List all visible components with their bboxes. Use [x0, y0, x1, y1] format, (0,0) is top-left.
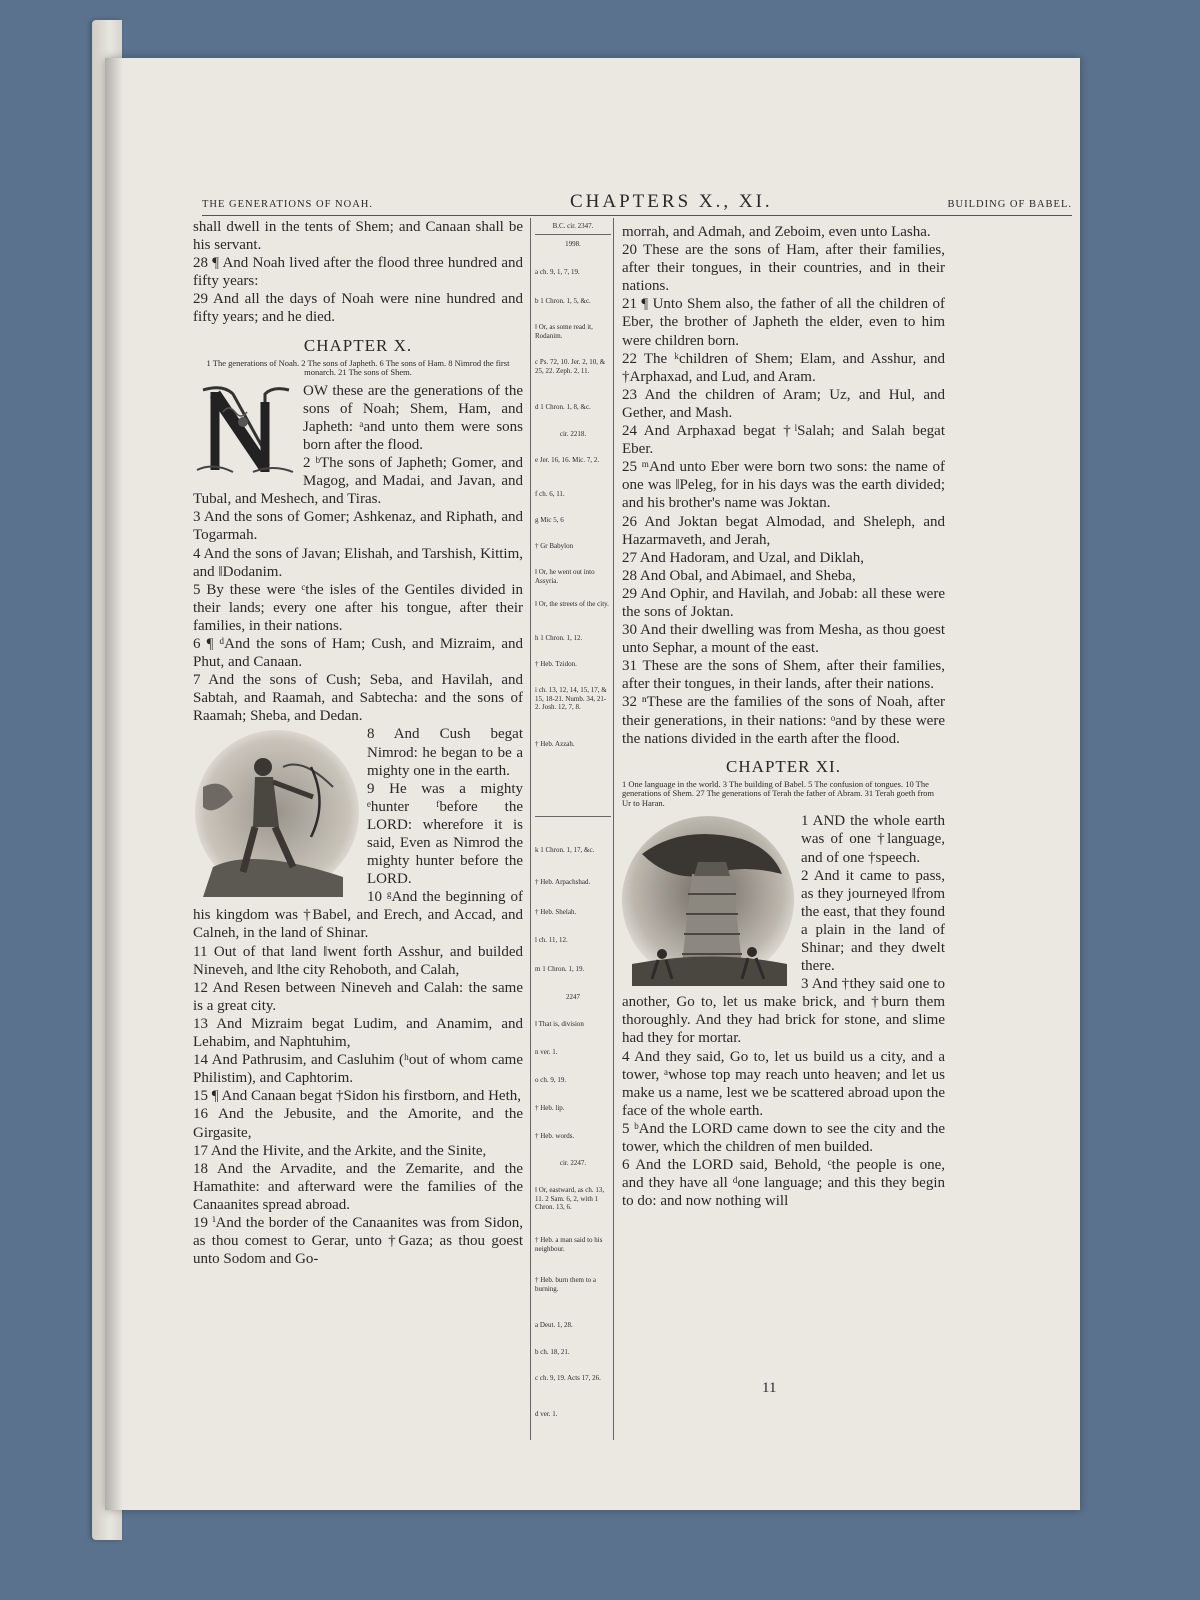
margin-note: l ch. 11, 12.: [535, 936, 568, 944]
page-number: 11: [762, 1380, 777, 1396]
header-center: CHAPTERS X., XI.: [570, 191, 773, 212]
header-right: BUILDING OF BABEL.: [947, 199, 1072, 210]
verse: 22 The ᵏchildren of Shem; Elam, and Asshur, and †Arphaxad, and Lud, and Aram.: [622, 350, 945, 385]
margin-note: ‖ Or, as some read it, Rodanim.: [535, 323, 593, 340]
verse: 20 These are the sons of Ham, after their families, after their tongues, in their countries, and in their nations.: [622, 242, 945, 295]
verse: 27 And Hadoram, and Uzal, and Diklah,: [622, 549, 865, 566]
margin-note: n ver. 1.: [535, 1048, 558, 1056]
margin-rule: [535, 816, 611, 817]
verse: 1 AND the whole earth was of one †language, and of one †speech.: [801, 813, 945, 866]
margin-note: † Gr Babylon: [535, 542, 574, 550]
verse: 15 ¶ And Canaan begat †Sidon his firstborn, and Heth,: [193, 1088, 522, 1105]
page-gutter-shadow: [105, 58, 123, 1510]
verse: 32 ⁿThese are the families of the sons of Noah, after their generations, in their nations: ᵒand by these were the nations divided in the earth after the flood.: [622, 694, 945, 747]
margin-note: cir. 2218.: [559, 430, 587, 438]
verse: OW these are the generations of the sons of Noah; Shem, Ham, and Japheth: ᵃand unto them were sons born after the flood.: [303, 382, 523, 453]
verse: 18 And the Arvadite, and the Zemarite, and the Hamathite: and afterward were the families of the Canaanites spread abroad.: [193, 1160, 523, 1213]
margin-note: g Mic 5, 6: [535, 516, 564, 524]
verse: 23 And the children of Aram; Uz, and Hul, and Gether, and Mash.: [622, 386, 945, 421]
verse: 9 He was a mighty ᵉhunter ᶠbefore the LORD: wherefore it is said, Even as Nimrod the mighty hunter before the LORD.: [367, 780, 523, 888]
margin-note: k 1 Chron. 1, 17, &c.: [535, 846, 595, 854]
verse: 26 And Joktan begat Almodad, and Sheleph, and Hazarmaveth, and Jerah,: [622, 513, 945, 548]
drop-cap-illustration: [193, 382, 297, 478]
verse: 3 And the sons of Gomer; Ashkenaz, and Riphath, and Togarmah.: [193, 509, 523, 544]
margin-note: d ver. 1.: [535, 1410, 558, 1418]
verse: 13 And Mizraim begat Ludim, and Anamim, and Lehabim, and Naphtuhim,: [193, 1015, 523, 1051]
verse: 25 ᵐAnd unto Eber were born two sons: the name of one was ‖Peleg, for in his days was the earth divided; and his brother's name was Joktan.: [622, 459, 945, 512]
verse: 28 And Obal, and Abimael, and Sheba,: [622, 567, 856, 584]
tower-of-babel-engraving: [622, 814, 795, 986]
margin-rule: [535, 234, 611, 235]
right-column: [622, 223, 945, 1210]
margin-note: † Heb. Arpachshad.: [535, 878, 591, 886]
verse: morrah, and Admah, and Zeboim, even unto Lasha.: [622, 224, 931, 240]
verse: 7 And the sons of Cush; Seba, and Havilah, and Sabtah, and Raamah, and Sabtecha: and the sons of Raamah; Sheba, and Dedan.: [193, 672, 523, 725]
margin-note: b ch. 18, 21.: [535, 1348, 570, 1356]
verse: shall dwell in the tents of Shem; and Canaan shall be his servant.: [193, 219, 523, 254]
header-left: THE GENERATIONS OF NOAH.: [202, 199, 373, 210]
verse: 17 And the Hivite, and the Arkite, and the Sinite,: [193, 1142, 487, 1159]
margin-note: h 1 Chron. 1, 12.: [535, 634, 583, 642]
margin-note: ‖ Or, the streets of the city.: [535, 600, 609, 608]
verse: 5 By these were ᶜthe isles of the Gentiles divided in their lands; every one after his tongue, after their families, in their nations.: [193, 581, 523, 634]
margin-note: ‖ That is, division: [535, 1020, 584, 1028]
verse: 28 ¶ And Noah lived after the flood three hundred and fifty years:: [193, 255, 523, 290]
margin-note: † Heb. Shelah.: [535, 908, 577, 916]
margin-note: o ch. 9, 19.: [535, 1076, 567, 1084]
margin-note: B.C. cir. 2347.: [552, 222, 594, 230]
verse: 29 And all the days of Noah were nine hundred and fifty years; and he died.: [193, 291, 523, 326]
center-reference-column: [530, 218, 614, 1440]
verse: 14 And Pathrusim, and Casluhim (ʰout of whom came Philistim), and Caphtorim.: [193, 1052, 523, 1087]
margin-note: † Heb. Azzah.: [535, 740, 575, 748]
verse: 4 And they said, Go to, let us build us a city, and a tower, ᵃwhose top may reach unto heaven; and let us make us a name, lest we be scattered abroad upon the face of the whole earth.: [622, 1048, 945, 1119]
margin-note: b 1 Chron. 1, 5, &c.: [535, 297, 591, 305]
verse: 29 And Ophir, and Havilah, and Jobab: all these were the sons of Joktan.: [622, 585, 945, 620]
book-page: [105, 58, 1080, 1510]
verse: 30 And their dwelling was from Mesha, as thou goest unto Sephar, a mount of the east.: [622, 622, 945, 657]
verse: 6 And the LORD said, Behold, ᶜthe people is one, and they have all ᵈone language; and this they begin to do: and now nothing will: [622, 1157, 945, 1210]
verse: 10 ᵍAnd the beginning of his kingdom was †Babel, and Erech, and Accad, and Calneh, in the land of Shinar.: [193, 889, 523, 942]
verse: 4 And the sons of Javan; Elishah, and Tarshish, Kittim, and ‖Dodanim.: [193, 545, 523, 580]
margin-note: a Deut. 1, 28.: [535, 1321, 573, 1329]
margin-note: m 1 Chron. 1, 19.: [535, 965, 585, 973]
chapter-heading: CHAPTER XI.: [726, 756, 841, 776]
verse: 31 These are the sons of Shem, after their families, after their tongues, in their lands, after their nations.: [622, 658, 945, 693]
verse: 5 ᵇAnd the LORD came down to see the city and the tower, which the children of men builded.: [622, 1120, 945, 1155]
margin-note: a ch. 9, 1, 7, 19.: [535, 268, 580, 276]
margin-note: i ch. 13, 12, 14, 15, 17, & 15, 18-21. Numb. 34, 21-2. Josh. 12, 7, 8.: [535, 686, 607, 711]
verse: 16 And the Jebusite, and the Amorite, and the Girgasite,: [193, 1106, 523, 1141]
margin-note: † Heb. a man said to his neighbour.: [535, 1236, 603, 1253]
chapter-summary: 1 The generations of Noah. 2 The sons of Japheth. 6 The sons of Ham. 8 Nimrod the first monarch. 21 The sons of Shem.: [206, 357, 510, 378]
margin-note: † Heb. words.: [535, 1132, 575, 1140]
chapter-heading: CHAPTER X.: [303, 335, 413, 355]
margin-note: † Heb. Tzidon.: [535, 660, 577, 668]
verse: 3 And †they said one to another, Go to, let us make brick, and †burn them thoroughly. And they had brick for stone, and slime had they for mortar.: [622, 976, 945, 1047]
verse: 2 And it came to pass, as they journeyed ‖from the east, that they found a plain in the land of Shinar; and they dwelt there.: [801, 867, 945, 975]
margin-note: cir. 2247.: [559, 1159, 587, 1167]
verse: 8 And Cush begat Nimrod: he began to be a mighty one in the earth.: [367, 726, 523, 779]
margin-note: d 1 Chron. 1, 8, &c.: [535, 403, 591, 411]
verse: 6 ¶ ᵈAnd the sons of Ham; Cush, and Mizraim, and Phut, and Canaan.: [193, 635, 523, 671]
verse: 19 ⁱAnd the border of the Canaanites was from Sidon, as thou comest to Gerar, unto †Gaza; as thou goest unto Sodom and Go-: [193, 1214, 523, 1268]
verse: 11 Out of that land ‖went forth Asshur, and builded Nineveh, and ‖the city Rehoboth, and Calah,: [193, 943, 523, 978]
margin-note: ‖ Or, eastward, as ch. 13, 11. 2 Sam. 6, 2, with 1 Chron. 13, 6.: [535, 1186, 605, 1211]
chapter-summary: 1 One language in the world. 3 The building of Babel. 5 The confusion of tongues. 10 The generations of Shem. 27 The generations of Terah the father of Abram. 31 Terah goeth from Ur to Haran.: [622, 778, 935, 808]
verse: 21 ¶ Unto Shem also, the father of all the children of Eber, the brother of Japheth the elder, even to him were children born.: [622, 296, 945, 349]
margin-note: 1998.: [565, 240, 581, 248]
verse: 12 And Resen between Nineveh and Calah: the same is a great city.: [193, 979, 523, 1014]
margin-note: † Heb. lip.: [535, 1104, 565, 1112]
margin-note: c Ps. 72, 10. Jer. 2, 10, & 25, 22. Zeph. 2, 11.: [535, 358, 606, 375]
left-column: [193, 218, 523, 1268]
running-header: [202, 186, 1072, 216]
margin-note: e Jer. 16, 16. Mic. 7, 2.: [535, 456, 600, 464]
margin-note: 2247: [566, 993, 580, 1001]
verse: 2 ᵇThe sons of Japheth; Gomer, and Magog, and Madai, and Javan, and Tubal, and Meshech, and Tiras.: [193, 455, 523, 508]
nimrod-hunter-engraving: [193, 727, 361, 897]
margin-note: f ch. 6, 11.: [535, 490, 565, 498]
margin-note: † Heb. burn them to a burning.: [535, 1276, 597, 1293]
margin-note: ‖ Or, he went out into Assyria.: [535, 568, 595, 585]
margin-note: c ch. 9, 19. Acts 17, 26.: [535, 1374, 601, 1382]
verse: 24 And Arphaxad begat †ˡSalah; and Salah begat Eber.: [622, 423, 945, 458]
